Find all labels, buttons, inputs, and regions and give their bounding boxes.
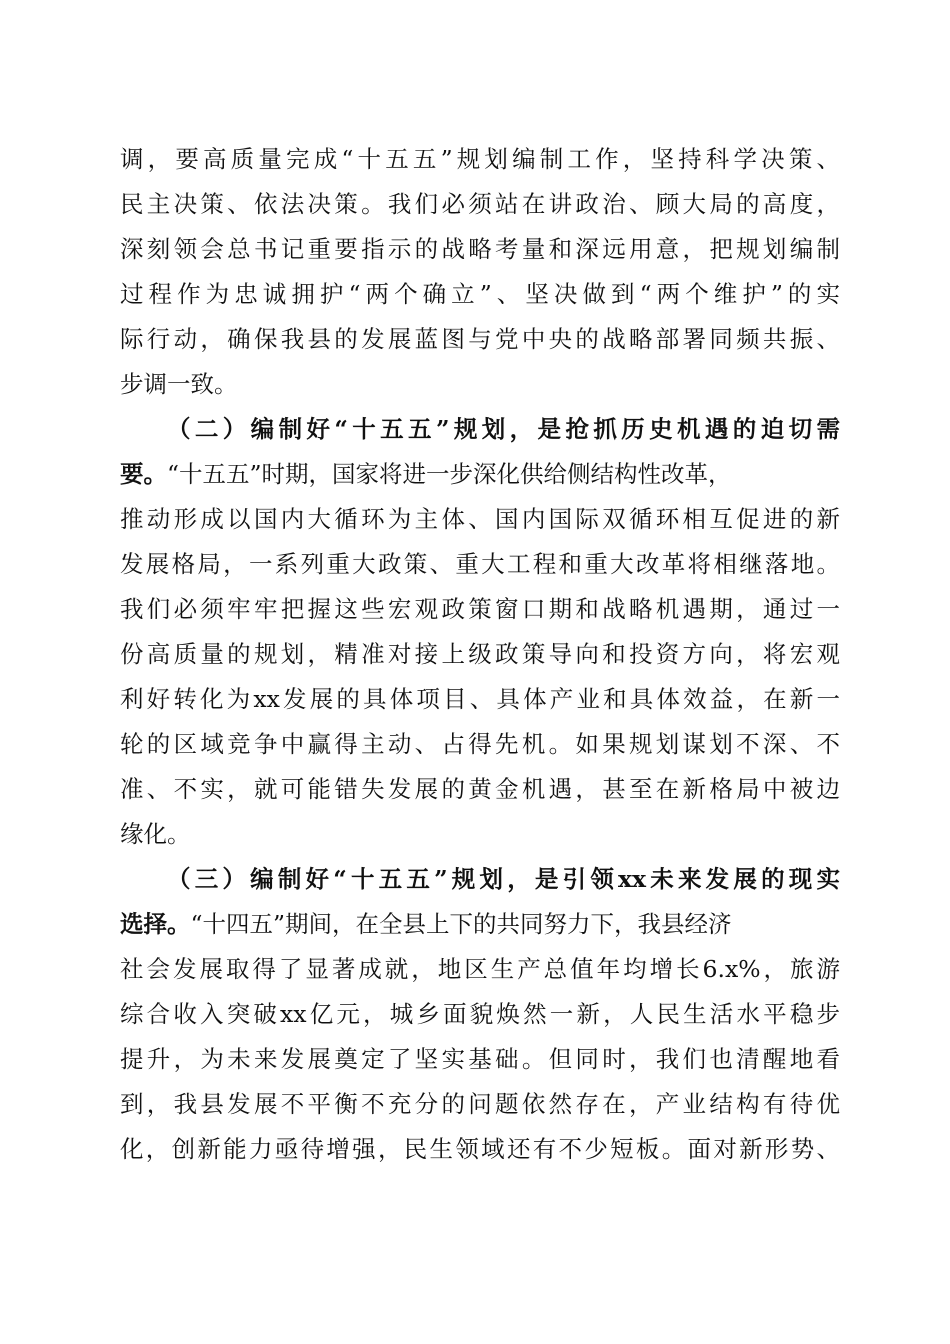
body-line-17: 社会发展取得了显著成就，地区生产总值年均增长6.x%，旅游 <box>120 955 840 983</box>
body-line-8: 推动形成以国内大循环为主体、国内国际双循环相互促进的新 <box>120 505 840 533</box>
body-line-16-text: “十四五”期间，在全县上下的共同努力下，我县经济 <box>190 910 732 938</box>
body-line-6: 步调一致。 <box>120 370 238 398</box>
body-line-3: 深刻领会总书记重要指示的战略考量和深远用意，把规划编制 <box>120 235 840 263</box>
body-line-4: 过程作为忠诚拥护“两个确立”、坚决做到“两个维护”的实 <box>120 280 840 308</box>
body-line-5: 际行动，确保我县的发展蓝图与党中央的战略部署同频共振、 <box>120 325 840 353</box>
section-heading-2: （二）编制好“十五五”规划，是抢抓历史机遇的迫切需 <box>167 415 840 443</box>
section-heading-2-end: 要。 <box>120 460 167 488</box>
body-line-14: 准、不实，就可能错失发展的黄金机遇，甚至在新格局中被边 <box>120 775 840 803</box>
body-line-7 <box>120 451 840 497</box>
body-line-21: 化，创新能力亟待增强，民生领域还有不少短板。面对新形势、 <box>120 1135 840 1163</box>
body-line-12: 利好转化为xx发展的具体项目、具体产业和具体效益，在新一 <box>120 685 840 713</box>
body-line-15: 缘化。 <box>120 820 191 848</box>
body-line-7-text: “十五五”时期，国家将进一步深化供给侧结构性改革， <box>167 460 732 488</box>
body-line-2: 民主决策、依法决策。我们必须站在讲政治、顾大局的高度， <box>120 190 840 218</box>
body-line-16 <box>120 901 840 947</box>
body-line-13: 轮的区域竞争中赢得主动、占得先机。如果规划谋划不深、不 <box>120 730 840 758</box>
section-heading-3-end: 选择。 <box>120 910 191 938</box>
body-line-20: 到，我县发展不平衡不充分的问题依然存在，产业结构有待优 <box>120 1090 840 1118</box>
body-line-19: 提升，为未来发展奠定了坚实基础。但同时，我们也清醒地看 <box>120 1045 840 1073</box>
body-line-18: 综合收入突破xx亿元，城乡面貌焕然一新，人民生活水平稳步 <box>120 1000 840 1028</box>
body-line-10: 我们必须牢牢把握这些宏观政策窗口期和战略机遇期，通过一 <box>120 595 840 623</box>
body-line-11: 份高质量的规划，精准对接上级政策导向和投资方向，将宏观 <box>120 640 840 668</box>
body-line-1: 调，要高质量完成“十五五”规划编制工作，坚持科学决策、 <box>120 145 840 173</box>
section-heading-3: （三）编制好“十五五”规划，是引领xx未来发展的现实 <box>167 865 840 893</box>
body-line-9: 发展格局，一系列重大政策、重大工程和重大改革将相继落地。 <box>120 550 840 578</box>
